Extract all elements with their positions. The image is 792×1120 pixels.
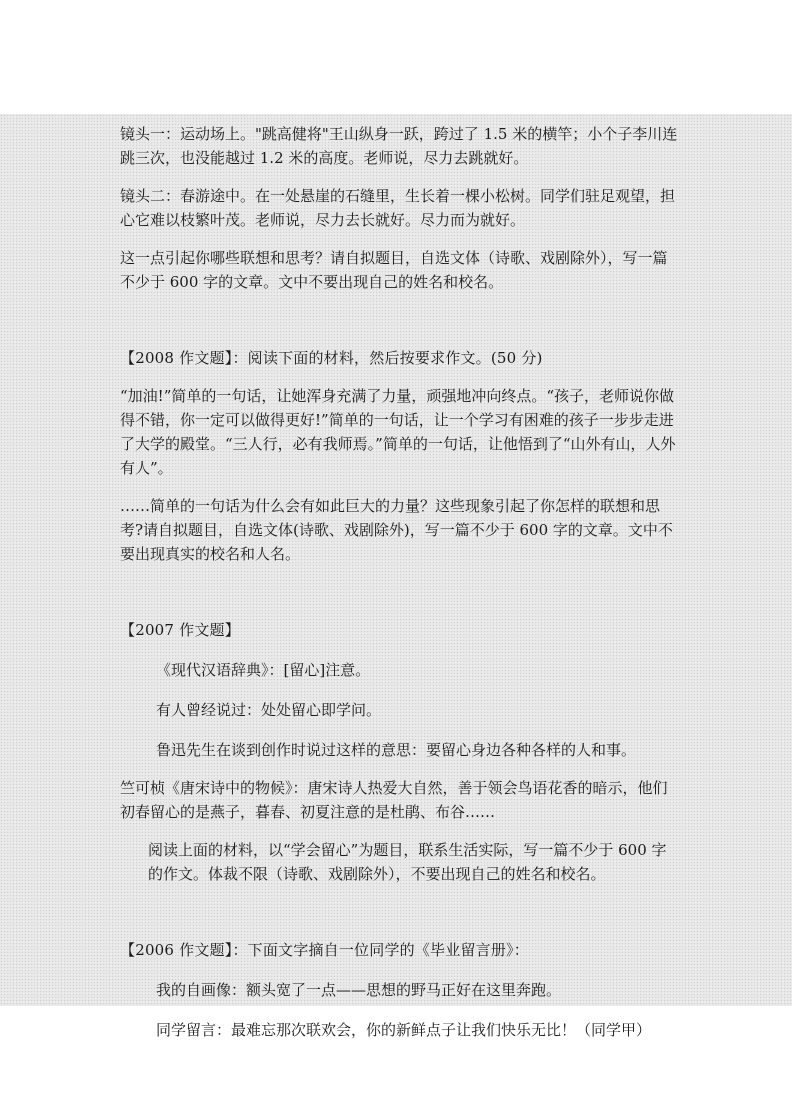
heading-2008: 【2008 作文题】：阅读下面的材料，然后按要求作文。(50 分) — [120, 349, 543, 367]
paragraph-2007-dictionary: 《现代汉语辞典》：[留心]注意。 — [156, 661, 371, 679]
paragraph-scene-two: 镜头二：春游途中。在一处悬崖的石缝里，生长着一棵小松树。同学们驻足观望，担心它难以枝繁叶茂。老师说，尽力去长就好。尽力而为就好。 — [120, 187, 676, 229]
paragraph-2007-prompt: 阅读上面的材料，以“学会留心”为题目，联系生活实际，写一篇不少于 600 字的作文。体裁不限（诗歌、戏剧除外），不要出现自己的姓名和校名。 — [148, 841, 667, 883]
heading-2006: 【2006 作文题】：下面文字摘自一位同学的《毕业留言册》： — [120, 941, 529, 959]
paragraph-2008-material: “加油!”简单的一句话，让她浑身充满了力量，顽强地冲向终点。“孩子，老师说你做得不错，你一定可以做得更好!”简单的一句话，让一个学习有困难的孩子一步步走进了大学的殿堂。“三人行，必有我师焉。”简单的一句话，让他悟到了“山外有山，人外有人”。 — [120, 387, 676, 477]
paragraph-scene-one: 镜头一：运动场上。"跳高健将"王山纵身一跃，跨过了 1.5 米的横竿；小个子李川连跳三次，也没能越过 1.2 米的高度。老师说，尽力去跳就好。 — [120, 125, 678, 167]
paragraph-2008-prompt: ……简单的一句话为什么会有如此巨大的力量？这些现象引起了你怎样的联想和思考?请自拟题目，自选文体(诗歌、戏剧除外)，写一篇不少于 600 字的文章。文中不要出现真实的校名和人名。 — [120, 497, 673, 563]
paragraph-2006-classmate-message: 同学留言：最难忘那次联欢会，你的新鲜点子让我们快乐无比！（同学甲） — [156, 1021, 652, 1039]
document-body — [120, 122, 680, 1042]
paragraph-2006-self-portrait: 我的自画像：额头宽了一点——思想的野马正好在这里奔跑。 — [156, 981, 562, 999]
paragraph-2007-zhu-kezhen: 竺可桢《唐宋诗中的物候》：唐宋诗人热爱大自然，善于领会鸟语花香的暗示，他们初春留心的是燕子，暮春、初夏注意的是杜鹃、布谷…… — [120, 779, 668, 821]
paragraph-2007-luxun: 鲁迅先生在谈到创作时说过这样的意思：要留心身边各种各样的人和事。 — [156, 741, 637, 759]
paragraph-2007-saying: 有人曾经说过：处处留心即学问。 — [156, 701, 382, 719]
paragraph-2009-prompt: 这一点引起你哪些联想和思考？请自拟题目，自选文体（诗歌、戏剧除外），写一篇不少于 600 字的文章。文中不要出现自己的姓名和校名。 — [120, 249, 668, 291]
heading-2007: 【2007 作文题】 — [120, 621, 240, 639]
